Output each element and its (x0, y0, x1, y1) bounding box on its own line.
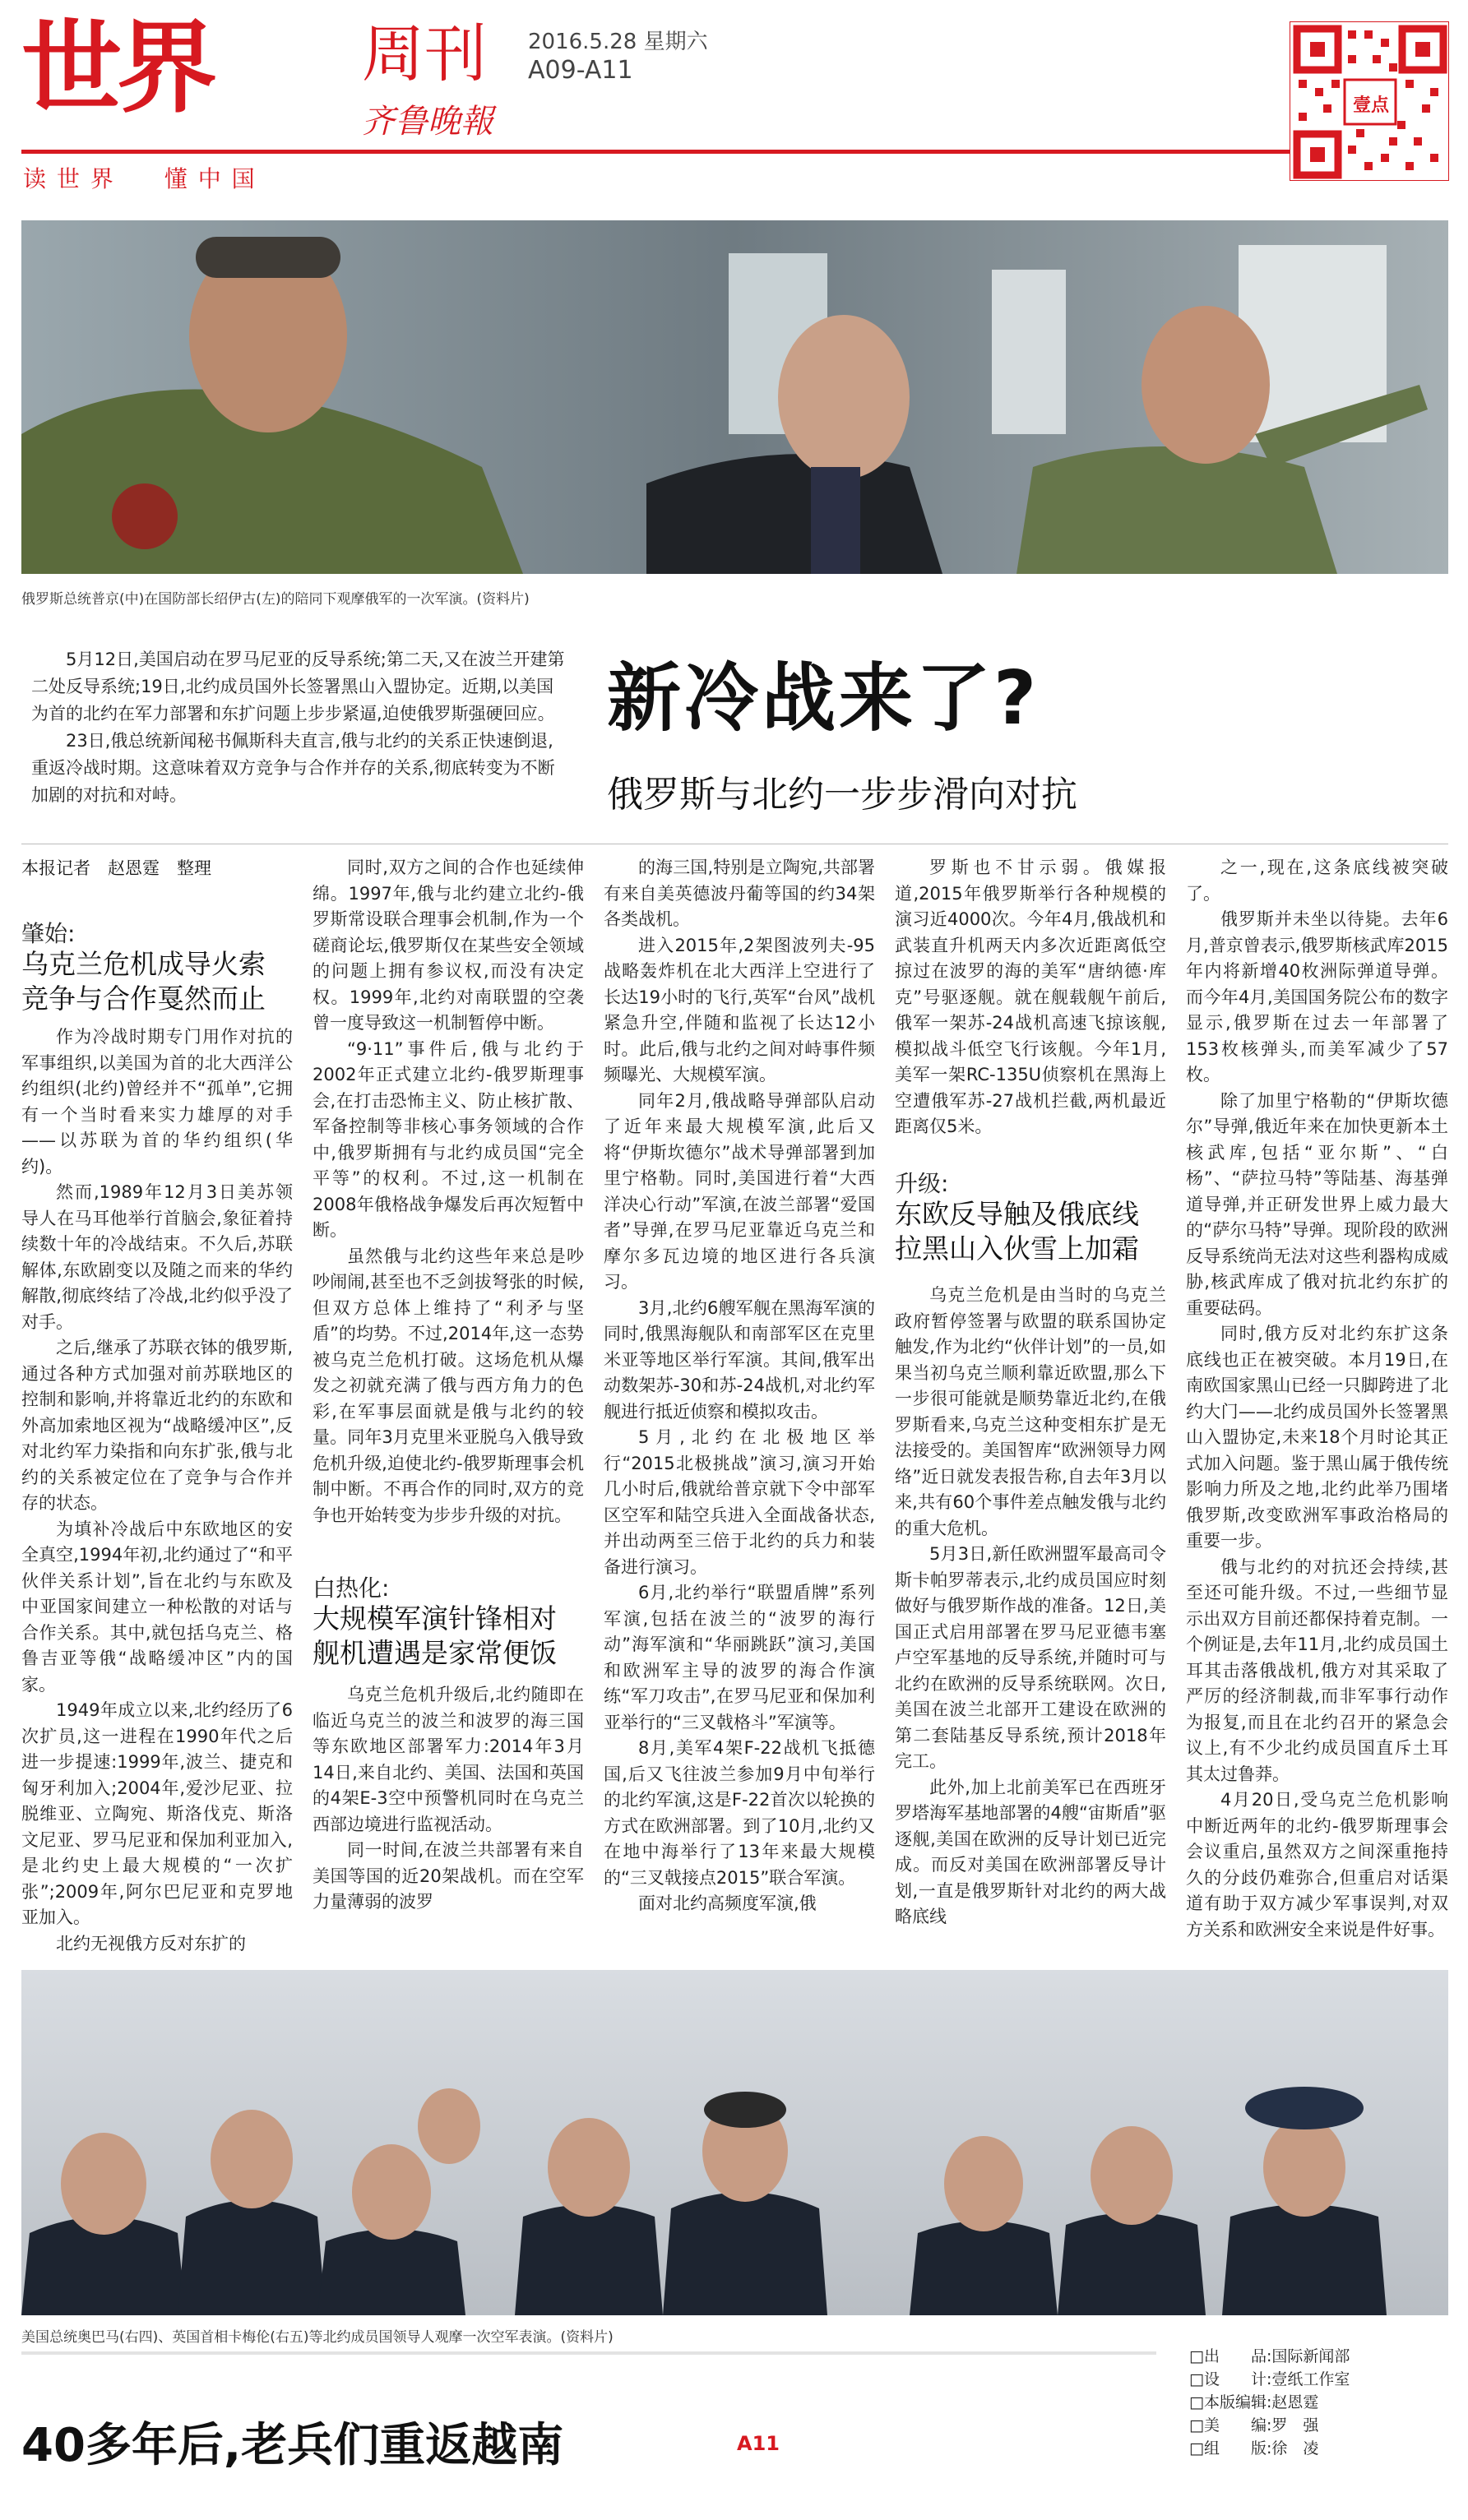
article-paragraph: 面对北约高频度军演,俄 (638, 1893, 817, 1913)
article-paragraph: 罗斯也不甘示弱。俄媒报道,2015年俄罗斯举行各种规模的演习近4000次。今年4月,俄战机和武装直升机两天内多次近距离低空掠过在波罗的海的美军“唐纳德·库克”号驱逐舰。就在舰载舰午前后,俄军一架苏-24战机高速飞掠该舰,模拟战斗低空飞行该舰。今年1月,美军一架RC-135U侦察机在黑海上空遭俄军苏-27战机拦截,两机最近距离仅5米。 (895, 858, 1166, 1136)
newspaper-logo: 齐鲁晚報 (362, 103, 493, 141)
masthead-title: 世界 (21, 10, 212, 127)
article-paragraph: 虽然俄与北约这些年来总是吵吵闹闹,甚至也不乏剑拔弩张的时候,但双方总体上维持了“利矛与坚盾”的均势。不过,2014年,这一态势被乌克兰危机打破。这场危机从爆发之初就充满了俄与西方角力的色彩,在军事层面就是俄与北约的较量。同年3月克里米亚脱乌入俄导致危机升级,迫使北约-俄罗斯理事会机制中断。不再合作的同时,双方的竞争也开始转变为步步升级的对抗。 (313, 1246, 584, 1525)
masthead-weekly: 周刊 (362, 17, 487, 90)
article-paragraph: 除了加里宁格勒的“伊斯坎德尔”导弹,俄近年来在加快更新本土核武库,包括“亚尔斯”、“白杨”、“萨拉马特”等陆基、海基弹道导弹,并正研发世界上威力最大的“萨尔马特”导弹。现阶段的欧洲反导系统尚无法对这些利器构成威胁,核武库成了俄对抗北约东扩的重要砝码。 (1186, 1090, 1448, 1318)
article-paragraph: 进入2015年,2架图波列夫-95战略轰炸机在北大西洋上空进行了长达19小时的飞行,英军“台风”战机紧急升空,伴随和监视了长达12小时。此后,俄与北约之间对峙事件频频曝光、大规模军演。 (604, 935, 875, 1084)
column-4 (895, 855, 1166, 1143)
article-paragraph: 同年2月,俄战略导弹部队启动了近年来最大规模军演,此后又将“伊斯坎德尔”战术导弹部署到加里宁格勒。同时,美国进行着“大西洋决心行动”军演,在波兰部署“爱国者”导弹,在罗马尼亚靠近乌克兰和摩尔多瓦边境的地区进行各兵演习。 (604, 1090, 875, 1292)
top-photo-image (21, 220, 1448, 574)
bottom-photo (21, 1970, 1448, 2315)
column-3 (604, 855, 875, 1962)
lead-paragraph: 23日,俄总统新闻秘书佩斯科夫直言,俄与北约的关系正快速倒退,重返冷战时期。这意味着双方竞争与合作并存的关系,彻底转变为不断加剧的对抗和对峙。 (31, 731, 555, 805)
footer-divider (21, 2351, 1156, 2355)
article-paragraph: 4月20日,受乌克兰危机影响中断近两年的北约-俄罗斯理事会会议重启,虽然双方之间深重拖持久的分歧仍难弥合,但重启对话渠道有助于双方减少军事误判,对双方关系和欧洲安全来说是件好事。 (1186, 1790, 1448, 1940)
article-paragraph: 之后,继承了苏联衣钵的俄罗斯,通过各种方式加强对前苏联地区的控制和影响,并将靠近北约的东欧和外高加索地区视为“战略缓冲区”,反对北约军力染指和向东扩张,俄与北约的关系被定位在了竞争与合作并存的状态。 (21, 1338, 293, 1513)
section-label-escalation: 升级: (895, 1170, 949, 1197)
column-2-continued (313, 1682, 584, 1962)
credit-line: □美 编:罗 强 (1189, 2416, 1319, 2434)
issue-date: 2016.5.28 星期六 (528, 30, 708, 54)
article-paragraph: 同时,双方之间的合作也延续伸绵。1997年,俄与北约建立北约-俄罗斯常设联合理事会机制,作为一个磋商论坛,俄罗斯仅在某些安全领域的问题上拥有参议权,而没有决定权。1999年,北约对南联盟的空袭曾一度导致这一机制暂停中断。 (313, 858, 584, 1033)
article-paragraph: 同时,俄方反对北约东扩这条底线也正在被突破。本月19日,在南欧国家黑山已经一只脚跨进了北约大门——北约成员国外长签署黑山入盟协定,未来18个月时论其正式加入问题。鉴于黑山属于俄传统影响力所及之地,北约此举乃围堵俄罗斯,改变欧洲军事政治格局的重要一步。 (1186, 1324, 1448, 1551)
byline: 本报记者 赵恩霆 整理 (21, 858, 211, 878)
lead-paragraph: 5月12日,美国启动在罗马尼亚的反导系统;第二天,又在波兰开建第二处反导系统;19日,北约成员国外长签署黑山入盟协定。近期,以美国为首的北约在军力部署和东扩问题上步步紧逼,迫使俄罗斯强硬回应。 (31, 650, 565, 724)
section-label-heat: 白热化: (313, 1574, 390, 1602)
article-paragraph: 然而,1989年12月3日美苏领导人在马耳他举行首脑会,象征着持续数十年的冷战结束。不久后,苏联解体,东欧剧变以及随之而来的华约解散,彻底终结了冷战,北约似乎没了对手。 (21, 1182, 293, 1332)
lead-paragraphs (31, 646, 566, 809)
section-title-escalation: 东欧反导触及俄底线 拉黑山入伙雪上加霜 (895, 1198, 1139, 1265)
article-paragraph: 此外,加上北前美军已在西班牙罗塔海军基地部署的4艘“宙斯盾”驱逐舰,美国在欧洲的反导计划已近完成。而反对美国在欧洲部署反导计划,一直是俄罗斯针对北约的两大战略底线 (895, 1777, 1166, 1926)
article-paragraph: 之一,现在,这条底线被突破了。 (1186, 858, 1448, 904)
page-range: A09-A11 (528, 56, 633, 85)
bottom-photo-image (21, 1970, 1448, 2315)
article-paragraph: 8月,美军4架F-22战机飞抵德国,后又飞往波兰参加9月中旬举行的北约军演,这是F-22首次以轮换的方式在欧洲部署。到了10月,北约又在地中海举行了13年来最大规模的“三叉戟接点2015”联合军演。 (604, 1738, 875, 1888)
credit-line: □本版编辑:赵恩霆 (1189, 2393, 1319, 2411)
article-paragraph: 5月,北约在北极地区举行“2015北极挑战”演习,演习开始几小时后,俄就给普京就下令中部军区空军和陆空兵进入全面战备状态,并出动两至三倍于北约的兵力和装备进行演习。 (604, 1427, 875, 1577)
article-paragraph: 俄罗斯并未坐以待毙。去年6月,普京曾表示,俄罗斯核武库2015年内将新增40枚洲际弹道导弹。而今年4月,美国国务院公布的数字显示,俄罗斯在过去一年部署了153枚核弹头,而美军减少了57枚。 (1186, 909, 1448, 1084)
masthead-rule (21, 150, 1448, 154)
credit-line: □出 品:国际新闻部 (1189, 2347, 1350, 2365)
article-paragraph: 作为冷战时期专门用作对抗的军事组织,以美国为首的北大西洋公约组织(北约)曾经并不“孤单”,它拥有一个当时看来实力雄厚的对手——以苏联为首的华约组织(华约)。 (21, 1027, 293, 1177)
credit-line: □设 计:壹纸工作室 (1189, 2370, 1350, 2388)
column-1 (21, 1024, 293, 1962)
credit-line: □组 版:徐 凌 (1189, 2439, 1319, 2458)
article-paragraph: 俄与北约的对抗还会持续,甚至还可能升级。不过,一些细节显示出双方目前还都保持着克制。一个例证是,去年11月,北约成员国土耳其击落俄战机,俄方对其采取了严厉的经济制裁,而非军事行动作为报复,而且在北约召开的紧急会议上,有不少北约成员国直斥土耳其太过鲁莽。 (1186, 1556, 1448, 1784)
column-2 (313, 855, 584, 1554)
column-5 (1186, 855, 1448, 1962)
article-paragraph: 乌克兰危机是由当时的乌克兰政府暂停签署与欧盟的联系国协定触发,作为北约“伙伴计划”的一员,如果当初乌克兰顺利靠近欧盟,那么下一步很可能就是顺势靠近北约,在俄罗斯看来,乌克兰这种变相东扩是无法接受的。美国智库“欧洲领导力网络”近日就发表报告称,自去年3月以来,共有60个事件差点触发俄与北约的重大危机。 (895, 1285, 1166, 1538)
next-article-page[interactable]: A11 (737, 2432, 780, 2455)
article-paragraph: 5月3日,新任欧洲盟军最高司令斯卡帕罗蒂表示,北约成员国应时刻做好与俄罗斯作战的准备。12日,美国正式启用部署在罗马尼亚德韦塞卢空军基地的反导系统,并随时可与北约在欧洲的反导系统联网。次日,美国在波兰北部开工建设在欧洲的第二套陆基反导系统,预计2018年完工。 (895, 1544, 1166, 1771)
article-paragraph: 乌克兰危机升级后,北约随即在临近乌克兰的波兰和波罗的海三国等东欧地区部署军力:2014年3月14日,来自北约、美国、法国和英国的4架E-3空中预警机同时在乌克兰西部边境进行监视活动。 (313, 1685, 584, 1834)
masthead-slogan: 读 世 界 懂 中 国 (23, 165, 257, 192)
next-article-title[interactable]: 40多年后,老兵们重返越南 (21, 2419, 564, 2472)
page-subheadline: 俄罗斯与北约一步步滑向对抗 (607, 774, 1077, 816)
article-paragraph: 6月,北约举行“联盟盾牌”系列军演,包括在波兰的“波罗的海行动”海军演和“华丽跳跃”演习,美国和欧洲军主导的波罗的海合作演练“军刀攻击”,在罗马尼亚和保加利亚举行的“三叉戟格斗”军演等。 (604, 1583, 875, 1732)
article-paragraph: 3月,北约6艘军舰在黑海军演的同时,俄黑海舰队和南部军区在克里米亚等地区举行军演。其间,俄军出动数架苏-30和苏-24战机,对北约军舰进行抵近侦察和模拟攻击。 (604, 1297, 875, 1422)
article-paragraph: “9·11”事件后,俄与北约于2002年正式建立北约-俄罗斯理事会,在打击恐怖主义、防止核扩散、军备控制等非核心事务领域的合作中,俄罗斯拥有与北约成员国“完全平等”的权利。不过,这一机制在2008年俄格战争爆发后再次短暂中断。 (313, 1038, 584, 1240)
article-paragraph: 北约无视俄方反对东扩的 (56, 1933, 246, 1954)
article-paragraph: 的海三国,特别是立陶宛,共部署有来自美英德波丹葡等国的约34架各类战机。 (604, 858, 875, 929)
section-title-heat: 大规模军演针锋相对 舰机遭遇是家常便饭 (313, 1602, 557, 1669)
column-4-continued (895, 1283, 1166, 1962)
article-paragraph: 为填补冷战后中东欧地区的安全真空,1994年初,北约通过了“和平伙伴关系计划”,旨在北约与东欧及中亚国家间建立一种松散的对话与合作关系。其中,就包括乌克兰、格鲁吉亚等俄“战略缓冲区”内的国家。 (21, 1519, 293, 1695)
section-title-origin: 乌克兰危机成导火索 竞争与合作戛然而止 (21, 948, 266, 1015)
section-label-origin: 肇始: (21, 920, 76, 947)
page-headline: 新冷战来了? (607, 655, 1040, 742)
top-photo (21, 220, 1448, 574)
article-paragraph: 1949年成立以来,北约经历了6次扩员,这一进程在1990年代之后进一步提速:1999年,波兰、捷克和匈牙利加入;2004年,爱沙尼亚、拉脱维亚、立陶宛、斯洛伐克、斯洛文尼亚、罗马尼亚和保加利亚加入,是北约史上最大规模的“一次扩张”;2009年,阿尔巴尼亚和克罗地亚加入。 (21, 1700, 293, 1927)
bottom-photo-caption: 美国总统奥巴马(右四)、英国首相卡梅伦(右五)等北约成员国领导人观摩一次空军表演。(资料片) (21, 2329, 614, 2346)
qr-label: 壹点 (1352, 95, 1389, 116)
credits-box (1189, 2345, 1350, 2460)
top-photo-caption: 俄罗斯总统普京(中)在国防部长绍伊古(左)的陪同下观摩俄军的一次军演。(资料片) (21, 591, 530, 608)
qr-code-icon[interactable] (1290, 21, 1449, 181)
article-paragraph: 同一时间,在波兰共部署有来自美国等国的近20架战机。而在空军力量薄弱的波罗 (313, 1840, 584, 1912)
